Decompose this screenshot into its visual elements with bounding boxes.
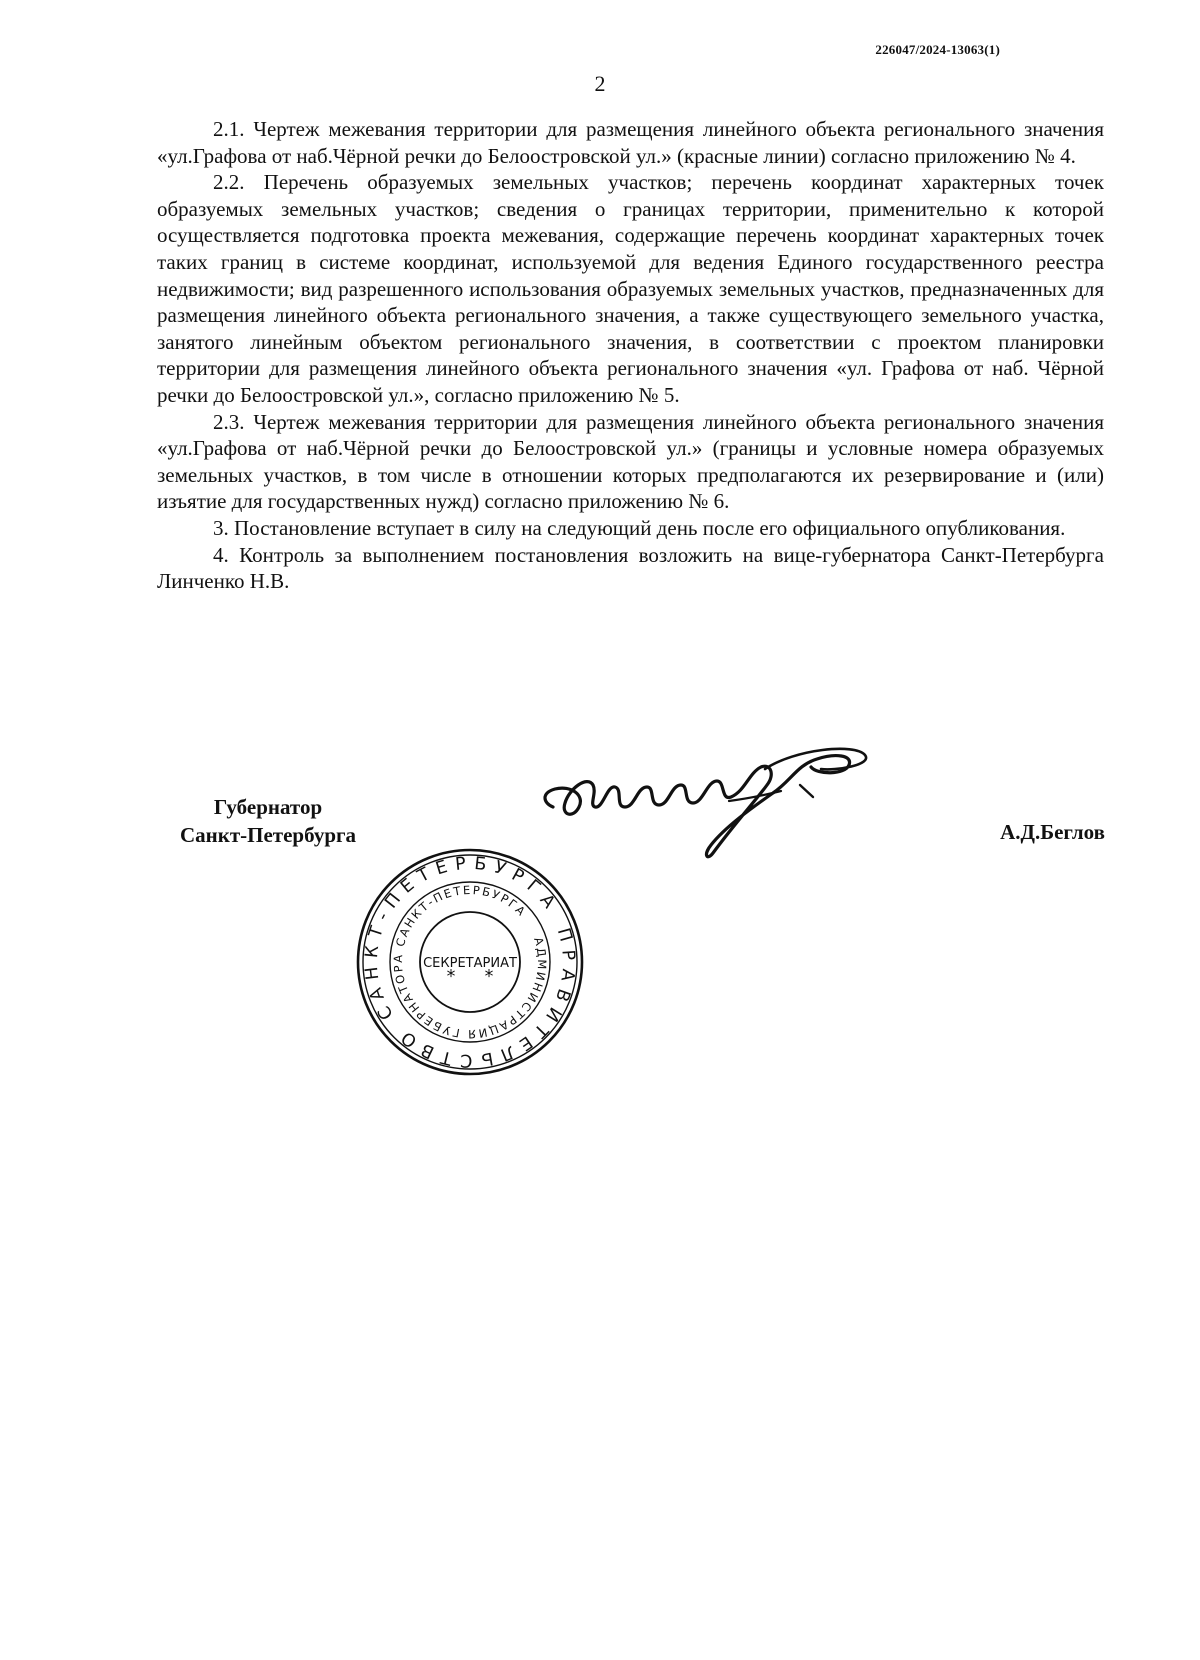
paragraph-3: 3. Постановление вступает в силу на следующий день после его официального опубликования. <box>213 515 1066 540</box>
signer-position-line-2: Санкт-Петербурга <box>179 823 357 847</box>
handwritten-signature <box>535 745 895 875</box>
official-seal <box>355 847 585 1077</box>
paragraph-2-2: 2.2. Перечень образуемых земельных участков; перечень координат характерных точек образуемых земельных участков; сведения о границах территории, применительно к которой осуществляется подготовка проекта межевания, содержащие перечень координат характерных точек таких границ в системе координат, используемой для ведения Единого государственного реестра недвижимости; вид разрешенного использования образуемых земельных участков, предназначенных для размещения линейного объекта регионального значения, а также существующего земельного участка, занятого линейным объектом регионального значения, в соответствии с проектом планировки территории для размещения линейного объекта регионального значения «ул. Графова от наб. Чёрной речки до Белоостровской ул.», согласно приложению № 5. <box>157 170 1104 407</box>
page-number: 2 <box>594 71 606 96</box>
paragraph-2-1: 2.1. Чертеж межевания территории для размещения линейного объекта регионального значения «ул.Графова от наб.Чёрной речки до Белоостровской ул.» (красные линии) согласно приложению № 4. <box>157 117 1104 168</box>
paragraph-4: 4. Контроль за выполнением постановления возложить на вице-губернатора Санкт-Петербурга Линченко Н.В. <box>157 542 1104 594</box>
document-number: 226047/2024-13063(1) <box>875 42 1000 57</box>
seal-outer-text: ПРАВИТЕЛЬСТВО САНКТ-ПЕТЕРБУРГА <box>361 853 579 1071</box>
signer-name: А.Д.Беглов <box>1000 820 1105 844</box>
seal-star-right: * <box>484 967 494 987</box>
seal-center-text: СЕКРЕТАРИАТ <box>423 956 517 971</box>
seal-star-left: * <box>446 967 456 987</box>
seal-inner-text: АДМИНИСТРАЦИЯ ГУБЕРНАТОРА САНКТ-ПЕТЕРБУРГА <box>390 882 550 1042</box>
signer-position-line-1: Губернатор <box>213 795 323 819</box>
paragraph-2-3: 2.3. Чертеж межевания территории для размещения линейного объекта регионального значения «ул.Графова от наб.Чёрной речки до Белоостровской ул.» (границы и условные номера образуемых земельных участков, в том числе в отношении которых предполагаются их резервирование и (или) изъятие для государственных нужд) согласно приложению № 6. <box>157 409 1104 514</box>
signer-position <box>158 793 378 849</box>
document-body <box>157 116 1104 595</box>
